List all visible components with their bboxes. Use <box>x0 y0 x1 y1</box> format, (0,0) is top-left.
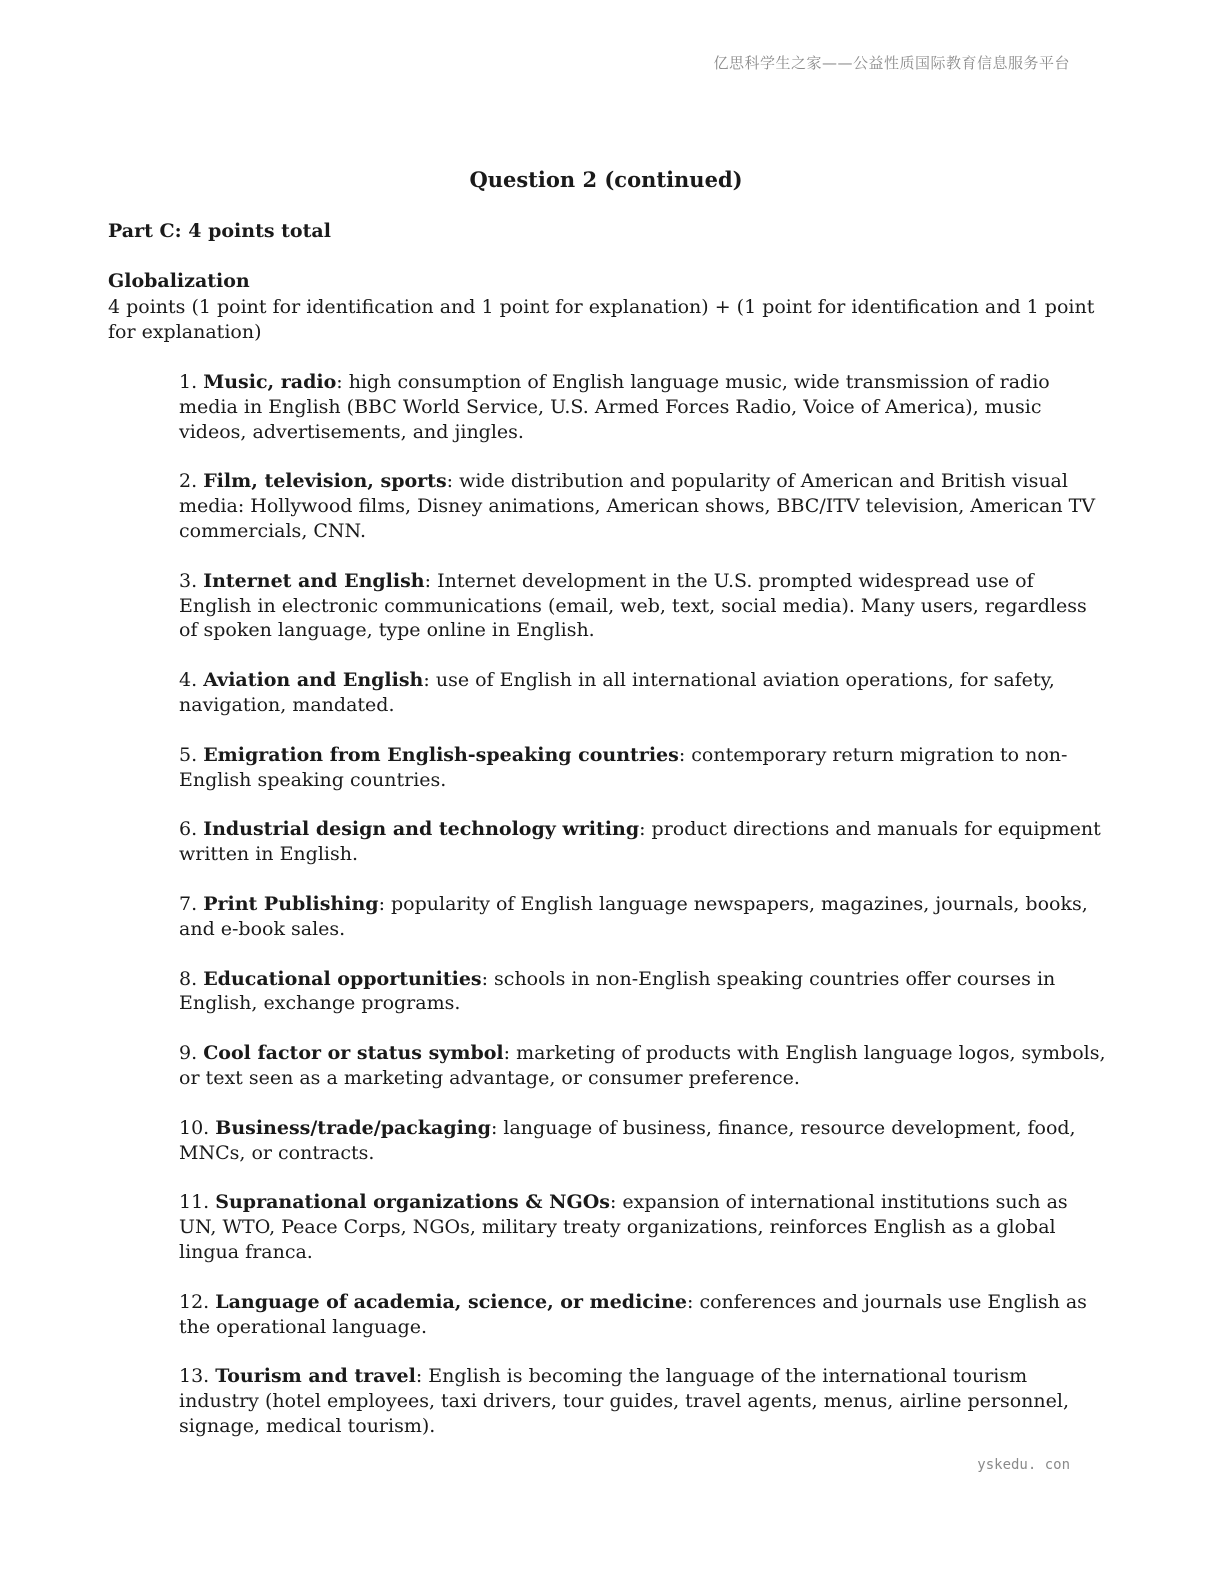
item-text: wide distribution and popularity of American and British visual media: Hollywood films, Disney animations, American shows, BBC/ITV television, American TV commercials, CNN. <box>179 470 1096 542</box>
item-number: 12. <box>179 1290 210 1313</box>
item-separator: : <box>609 1191 617 1214</box>
item-number: 9. <box>179 1042 198 1065</box>
list-item <box>179 469 1109 543</box>
item-term: Tourism and travel <box>215 1365 416 1388</box>
item-term: Cool factor or status symbol <box>203 1042 504 1065</box>
item-separator: : <box>446 470 454 493</box>
list-item <box>179 817 1109 867</box>
item-text: use of English in all international aviation operations, for safety, navigation, mandated. <box>179 669 1055 716</box>
item-term: Music, radio <box>203 371 337 393</box>
item-number: 13. <box>179 1365 210 1388</box>
list-item <box>179 1116 1109 1166</box>
item-number: 3. <box>179 569 198 592</box>
item-term: Print Publishing <box>203 892 379 915</box>
item-separator: : <box>639 818 646 841</box>
list-item <box>179 668 1109 718</box>
item-text: high consumption of English language music, wide transmission of radio media in English (BBC World Service, U.S. Armed Forces Radio, Voice of America), music videos, advertisements, and jingles. <box>179 371 1050 443</box>
item-term: Industrial design and technology writing <box>203 818 640 841</box>
item-term: Business/trade/packaging <box>215 1116 491 1139</box>
item-text: popularity of English language newspapers, magazines, journals, books, and e-book sales. <box>179 892 1088 940</box>
header-watermark-text: 亿思科学生之家——公益性质国际教育信息服务平台 <box>713 54 1070 72</box>
item-number: 5. <box>179 743 198 766</box>
item-number: 7. <box>179 892 198 915</box>
item-text: contemporary return migration to non-English speaking countries. <box>179 743 1068 791</box>
item-number: 6. <box>179 818 198 841</box>
item-separator: : <box>424 569 432 592</box>
item-separator: : <box>378 892 385 915</box>
item-text: language of business, finance, resource development, food, MNCs, or contracts. <box>179 1116 1076 1164</box>
item-text: marketing of products with English language logos, symbols, or text seen as a marketing advantage, or consumer preference. <box>179 1042 1106 1089</box>
item-term: Aviation and English <box>203 669 424 692</box>
item-separator: : <box>415 1365 423 1388</box>
item-separator: : <box>423 669 430 692</box>
page-title: Question 2 (continued) <box>469 167 743 192</box>
item-term: Supranational organizations & NGOs <box>215 1191 610 1214</box>
list-item <box>179 370 1109 444</box>
list-item <box>179 1364 1109 1438</box>
item-separator: : <box>336 371 343 393</box>
item-text: English is becoming the language of the international tourism industry (hotel employees, taxi drivers, tour guides, travel agents, menus, airline personnel, signage, medical tourism). <box>179 1365 1069 1437</box>
list-item <box>179 1190 1109 1264</box>
item-text: conferences and journals use English as the operational language. <box>179 1290 1087 1338</box>
item-text: Internet development in the U.S. prompted widespread use of English in electronic communications (email, web, text, social media). Many users, regardless of spoken language, type online in English. <box>179 569 1087 642</box>
list-item <box>179 1290 1109 1340</box>
item-number: 4. <box>179 669 198 692</box>
list-item <box>179 1041 1109 1091</box>
item-term: Film, television, sports <box>203 470 447 493</box>
list-item <box>179 743 1109 793</box>
item-separator: : <box>481 967 489 990</box>
item-number: 10. <box>179 1116 210 1139</box>
section-heading: Globalization <box>108 270 250 292</box>
item-text: schools in non-English speaking countries offer courses in English, exchange programs. <box>179 967 1056 1015</box>
item-number: 8. <box>179 967 198 990</box>
list-item <box>179 967 1109 1017</box>
item-number: 11. <box>179 1191 210 1214</box>
item-number: 2. <box>179 470 198 493</box>
part-heading: Part C: 4 points total <box>108 220 331 242</box>
footer-site-text: yskedu. con <box>977 1457 1070 1473</box>
item-term: Educational opportunities <box>203 967 482 990</box>
item-number: 1. <box>179 371 198 393</box>
item-term: Emigration from English-speaking countries <box>203 743 679 766</box>
item-separator: : <box>687 1290 694 1313</box>
item-separator: : <box>503 1042 511 1065</box>
item-separator: : <box>678 743 686 766</box>
item-text: product directions and manuals for equipment written in English. <box>179 818 1101 866</box>
item-term: Language of academia, science, or medicine <box>215 1290 687 1313</box>
item-separator: : <box>490 1116 498 1139</box>
list-item <box>179 892 1109 942</box>
answer-list <box>179 370 1109 1464</box>
item-text: expansion of international institutions such as UN, WTO, Peace Corps, NGOs, military treaty organizations, reinforces English as a global lingua franca. <box>179 1191 1068 1263</box>
list-item <box>179 569 1109 643</box>
item-term: Internet and English <box>203 569 425 592</box>
scoring-description: 4 points (1 point for identification and 1 point for explanation) + (1 point for identification and 1 point for explanation) <box>108 296 1095 343</box>
